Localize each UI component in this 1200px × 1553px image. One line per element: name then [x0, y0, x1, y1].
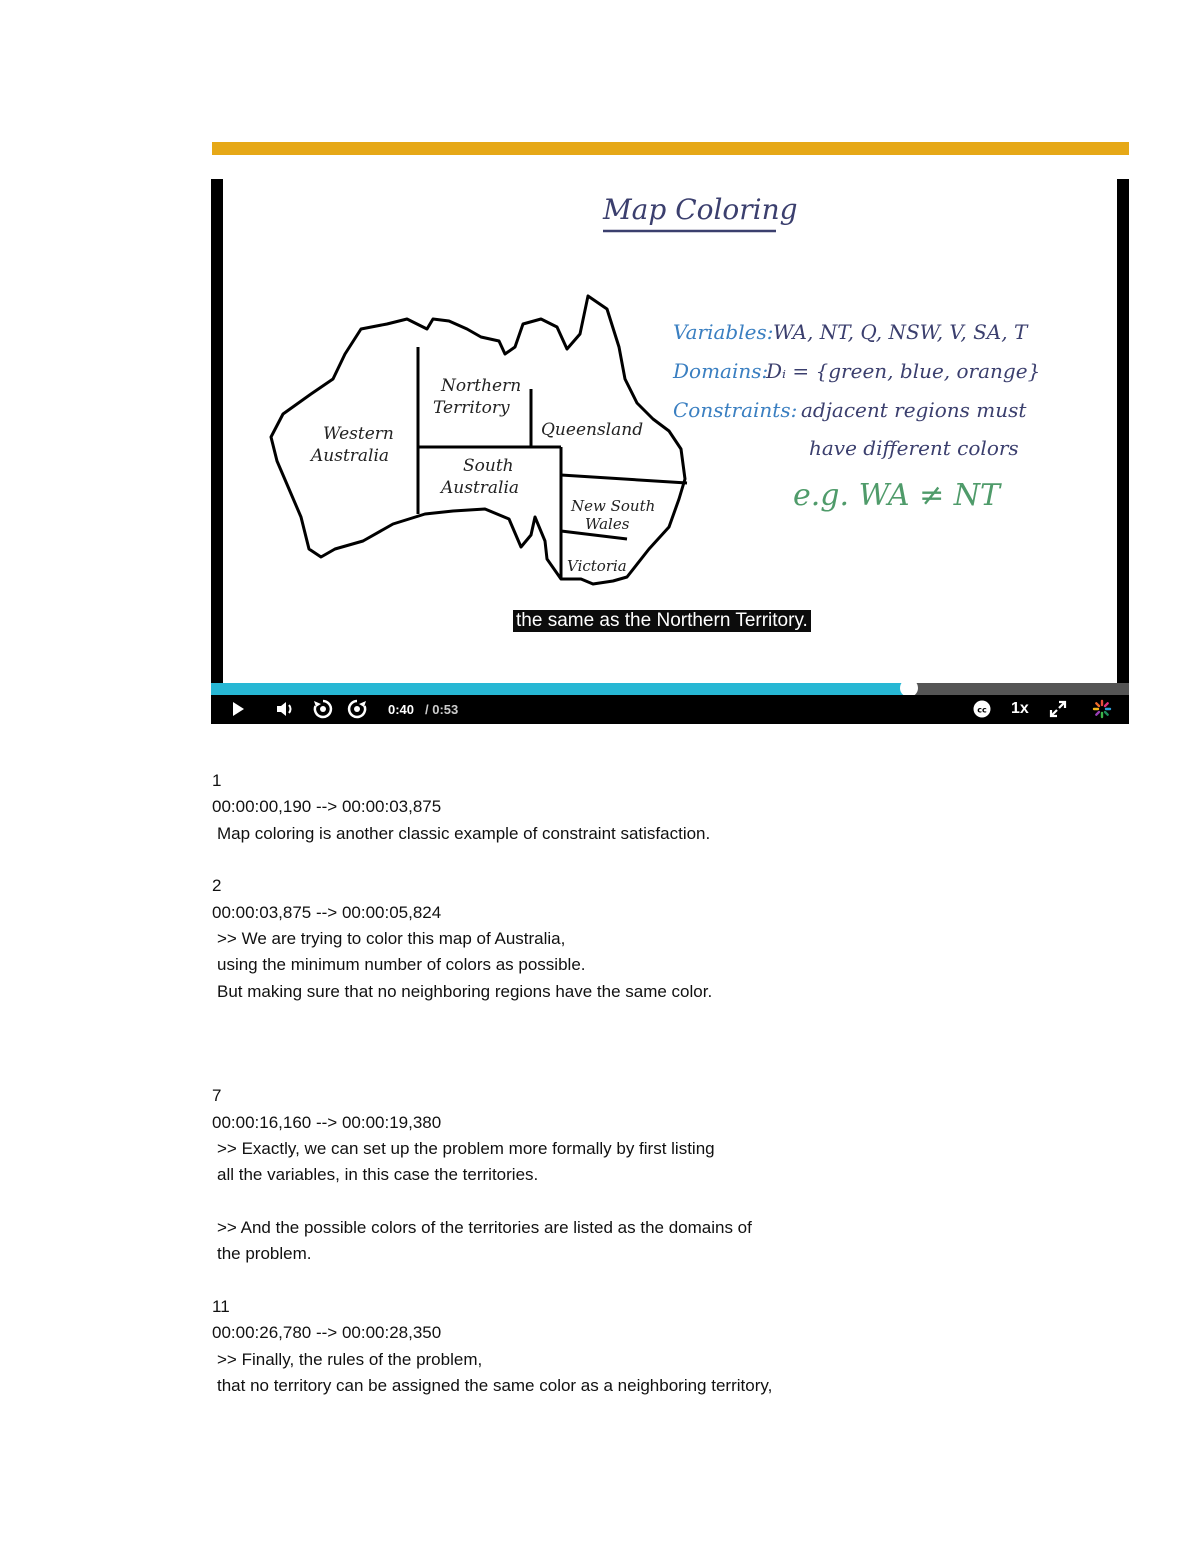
cue-timestamp: 00:00:00,190 --> 00:00:03,875: [212, 797, 442, 817]
cue-blank-line: [212, 1189, 1112, 1215]
settings-icon: [1092, 699, 1112, 719]
domains-value: Dᵢ = {green, blue, orange}: [766, 359, 1041, 383]
rewind-10-icon: [312, 698, 334, 720]
cue-number: 1: [212, 771, 222, 790]
accent-bar: [212, 142, 1129, 155]
cue-number: 2: [212, 876, 222, 896]
example-constraint: e.g. WA ≠ NT: [793, 478, 1001, 513]
play-button[interactable]: [227, 698, 249, 720]
cue-text-line: >> We are trying to color this map of Australia,: [217, 929, 566, 949]
cue-number: 11: [212, 1296, 230, 1316]
region-label-victoria: Victoria: [567, 557, 627, 575]
cue-text-line: >> Finally, the rules of the problem,: [217, 1349, 483, 1369]
cue-text-line: the problem.: [217, 1244, 312, 1264]
volume-icon: [275, 700, 295, 718]
transcript-cue: [212, 1083, 1112, 1267]
playback-speed-button[interactable]: 1x: [1011, 700, 1029, 717]
cue-text-line: that no territory can be assigned the same color as a neighboring territory,: [217, 1375, 773, 1395]
cue-text-line: all the variables, in this case the territories.: [217, 1165, 539, 1185]
fullscreen-icon: [1049, 700, 1067, 718]
region-label-south-australia-1: South: [463, 456, 514, 476]
region-label-south-australia-2: Australia: [441, 478, 520, 498]
video-caption: the same as the Northern Territory.: [513, 610, 811, 632]
forward-10-icon: [346, 698, 368, 720]
rewind-button[interactable]: [310, 698, 336, 720]
video-frame[interactable]: [223, 179, 1117, 683]
region-label-new-south-wales-1: New South: [571, 497, 656, 515]
constraints-value-1: adjacent regions must: [801, 398, 1027, 422]
fullscreen-button[interactable]: [1047, 698, 1069, 720]
svg-text:cc: cc: [977, 705, 987, 715]
region-label-queensland: Queensland: [541, 420, 644, 440]
domains-label: Domains:: [673, 359, 769, 383]
variables-value: WA, NT, Q, NSW, V, SA, T: [773, 320, 1028, 344]
region-label-western-australia-1: Western: [323, 424, 394, 444]
cue-text-line: Map coloring is another classic example of constraint satisfaction.: [217, 823, 711, 843]
progress-bar[interactable]: [211, 683, 1129, 695]
video-player[interactable]: [211, 179, 1129, 724]
transcript-cue: [212, 873, 1112, 1005]
region-label-northern-territory-1: Northern: [441, 376, 522, 396]
constraints-label: Constraints:: [673, 398, 798, 422]
captions-button[interactable]: [971, 698, 993, 720]
settings-button[interactable]: [1091, 698, 1113, 720]
variables-label: Variables:: [673, 320, 774, 344]
closed-captions-icon: [972, 700, 992, 718]
transcript: [212, 768, 1112, 1425]
volume-button[interactable]: [273, 698, 297, 720]
cue-timestamp: 00:00:16,160 --> 00:00:19,380: [212, 1112, 442, 1132]
cue-timestamp: 00:00:03,875 --> 00:00:05,824: [212, 902, 442, 922]
transcript-cue: [212, 1294, 1112, 1400]
progress-fill: [211, 683, 909, 695]
forward-button[interactable]: [344, 698, 370, 720]
cue-number: 7: [212, 1086, 222, 1106]
slide-map-coloring: [223, 179, 1117, 683]
slide-title: Map Coloring: [603, 193, 798, 226]
current-time: 0:40: [388, 701, 415, 717]
region-label-northern-territory-2: Territory: [433, 398, 510, 418]
region-label-western-australia-2: Australia: [311, 446, 390, 466]
cue-text-line: >> And the possible colors of the territories are listed as the domains of: [217, 1217, 752, 1237]
transcript-cue: [212, 768, 1112, 847]
control-bar: [211, 695, 1129, 724]
cue-text-line: using the minimum number of colors as possible.: [217, 955, 586, 975]
cue-text-line: >> Exactly, we can set up the problem more formally by first listing: [217, 1139, 715, 1159]
play-icon: [230, 701, 246, 717]
total-time: / 0:53: [425, 701, 459, 717]
constraints-value-2: have different colors: [809, 436, 1019, 460]
cue-text-line: But making sure that no neighboring regions have the same color.: [217, 981, 713, 1001]
cue-timestamp: 00:00:26,780 --> 00:00:28,350: [212, 1323, 442, 1343]
region-label-new-south-wales-2: Wales: [585, 515, 630, 533]
